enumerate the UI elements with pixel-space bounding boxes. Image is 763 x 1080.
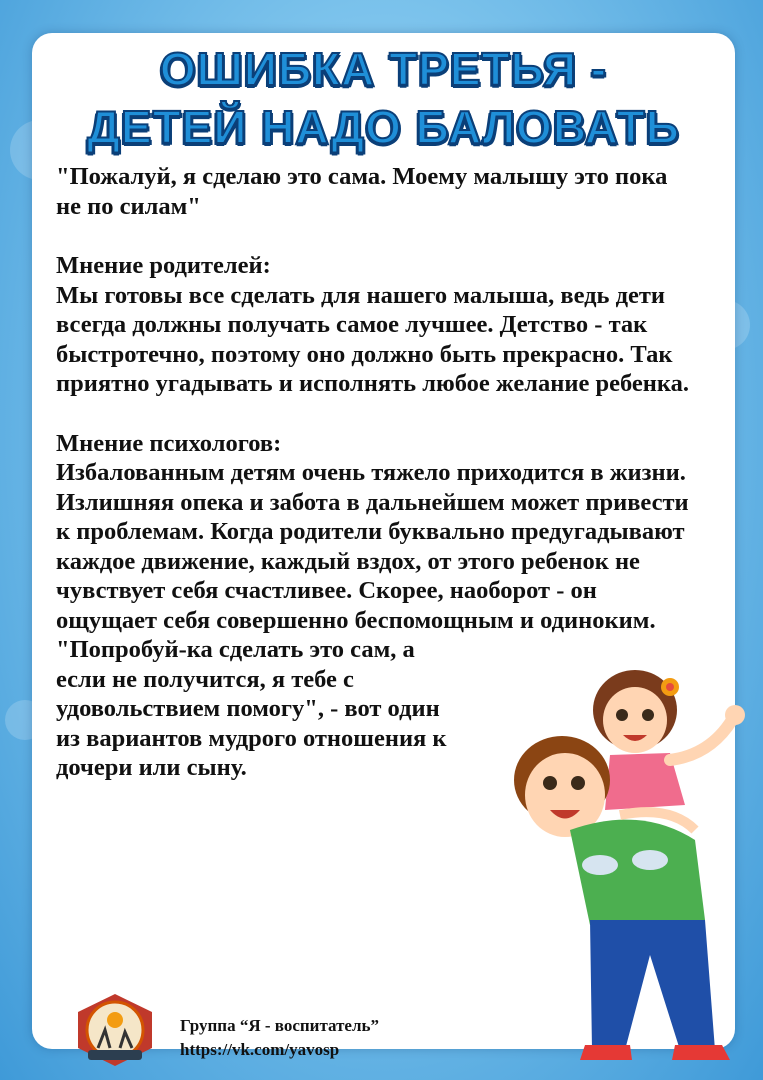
- psychologists-heading: Мнение психологов:: [56, 429, 282, 457]
- page-title: [32, 40, 735, 156]
- psychologists-body: Избалованным детям очень тяжело приходится в жизни. Излишняя опека и забота в дальнейшем может привести к проблемам. Когда родители буквально предугадывают каждое движение, каждый вздох, от этого ребенок не чувствует себя счастливее. Скорее, наоборот - он ощущает себя совершенно беспомощным и одиноким.: [56, 459, 689, 634]
- footer-link[interactable]: https://vk.com/yavosp: [180, 1040, 340, 1059]
- title-line-1: ОШИБКА ТРЕТЬЯ -: [159, 43, 608, 95]
- footer-group-name: Группа “Я - воспитатель”: [180, 1016, 379, 1035]
- advice-quote: "Попробуй-ка сделать это сам, а если не получится, я тебе с удовольствием помогу", - вот один из вариантов мудрого отношения к дочери или сыну.: [56, 636, 447, 781]
- parents-body: Мы готовы все сделать для нашего малыша, ведь дети всегда должны получать самое лучшее. Детство - так быстротечно, поэтому оно должно быть прекрасно. Так приятно угадывать и исполнять любое желание ребенка.: [56, 281, 689, 397]
- parents-heading: Мнение родителей:: [56, 252, 271, 279]
- intro-quote: "Пожалуй, я сделаю это сама. Моему малышу это пока не по силам": [56, 163, 668, 220]
- footer: [180, 1014, 379, 1062]
- father-daughter-illustration: [500, 665, 750, 1070]
- group-logo: [70, 990, 160, 1070]
- title-line-2: ДЕТЕЙ НАДО БАЛОВАТЬ: [87, 101, 680, 153]
